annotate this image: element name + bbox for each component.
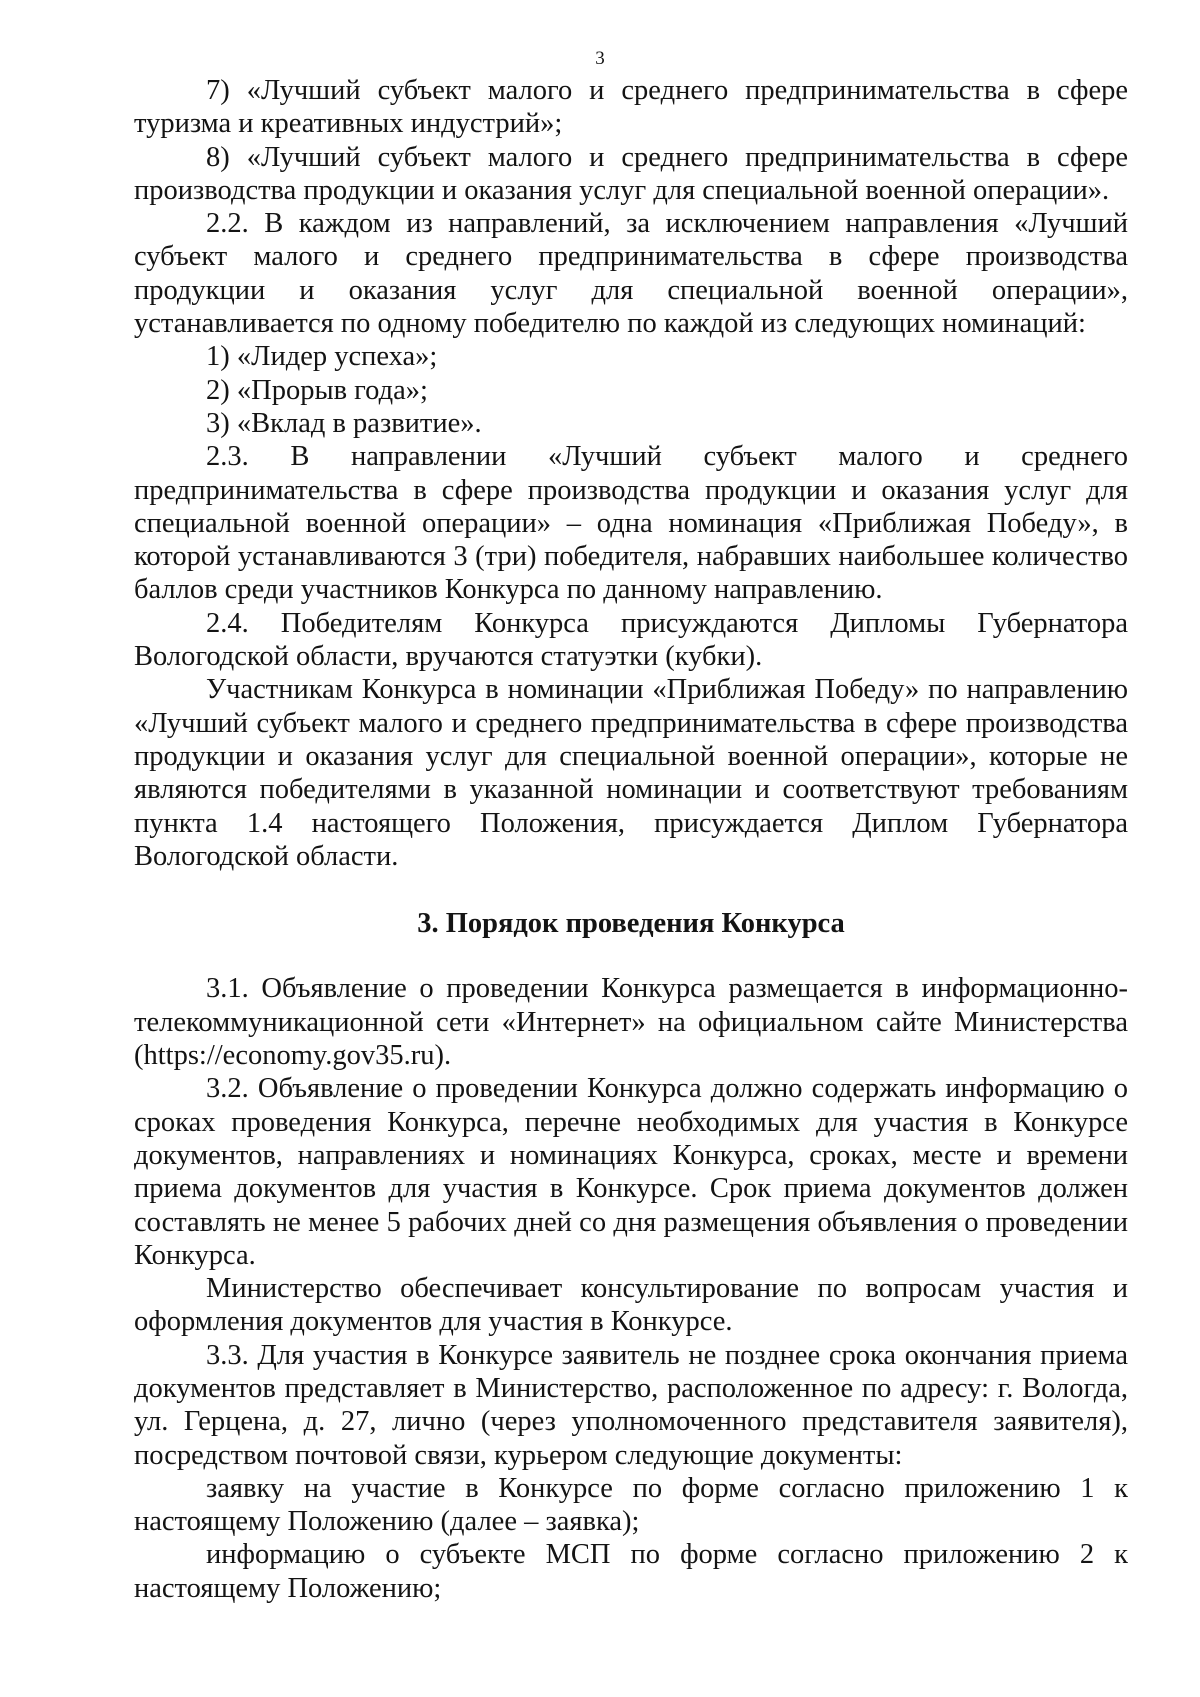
page-number: 3 <box>595 48 605 69</box>
paragraph-consulting: Министерство обеспечивает консультирование по вопросам участия и оформления документов для участия в Конкурсе. <box>134 1273 1128 1338</box>
nomination-leader: 1) «Лидер успеха»; <box>206 341 438 373</box>
nomination-breakthrough: 2) «Прорыв года»; <box>206 374 428 406</box>
paragraph-2-3: 2.3. В направлении «Лучший субъект малого и среднего предпринимательства в сфере производства продукции и оказания услуг для специальной военной операции» – одна номинация «Приближая Победу», в которой устанавливаются 3 (три) победителя, набравших наибольшее количество баллов среди участников Конкурса по данному направлению. <box>134 441 1128 606</box>
paragraph-3-2: 3.2. Объявление о проведении Конкурса должно содержать информацию о сроках проведения Конкурса, перечне необходимых для участия в Конкурсе документов, направлениях и номинациях Конкурса, сроках, месте и времени приема документов для участия в Конкурсе. Срок приема документов должен составлять не менее 5 рабочих дней со дня размещения объявления о проведении Конкурса. <box>134 1073 1128 1271</box>
paragraph-msp-info: информацию о субъекте МСП по форме согласно приложению 2 к настоящему Положению; <box>134 1539 1128 1604</box>
paragraph-participants-diploma: Участникам Конкурса в номинации «Приближая Победу» по направлению «Лучший субъект малого и среднего предпринимательства в сфере производства продукции и оказания услуг для специальной военной операции», которые не являются победителями в указанной номинации и соответствуют требованиям пункта 1.4 настоящего Положения, присуждается Диплом Губернатора Вологодской области. <box>134 674 1128 872</box>
section-heading: 3. Порядок проведения Конкурса <box>417 908 845 940</box>
paragraph-application-form: заявку на участие в Конкурсе по форме согласно приложению 1 к настоящему Положению (далее – заявка); <box>134 1472 1128 1538</box>
paragraph-item-8: 8) «Лучший субъект малого и среднего предпринимательства в сфере производства продукции и оказания услуг для специальной военной операции». <box>134 141 1128 206</box>
paragraph-3-3: 3.3. Для участия в Конкурсе заявитель не позднее срока окончания приема документов представляет в Министерство, расположенное по адресу: г. Вологда, ул. Герцена, д. 27, лично (через уполномоченного представителя заявителя), посредством почтовой связи, курьером следующие документы: <box>134 1339 1128 1471</box>
paragraph-item-7: 7) «Лучший субъект малого и среднего предпринимательства в сфере туризма и креативных индустрий»; <box>134 75 1128 140</box>
document-body <box>134 74 1128 1605</box>
nomination-contribution: 3) «Вклад в развитие». <box>206 407 482 439</box>
paragraph-3-1: 3.1. Объявление о проведении Конкурса размещается в информационно-телекоммуникационной сети «Интернет» на официальном сайте Министерства (https://economy.gov35.ru). <box>134 973 1128 1072</box>
paragraph-2-4: 2.4. Победителям Конкурса присуждаются Дипломы Губернатора Вологодской области, вручаются статуэтки (кубки). <box>134 607 1128 673</box>
paragraph-2-2: 2.2. В каждом из направлений, за исключением направления «Лучший субъект малого и среднего предпринимательства в сфере производства продукции и оказания услуг для специальной военной операции», устанавливается по одному победителю по каждой из следующих номинаций: <box>134 208 1128 340</box>
